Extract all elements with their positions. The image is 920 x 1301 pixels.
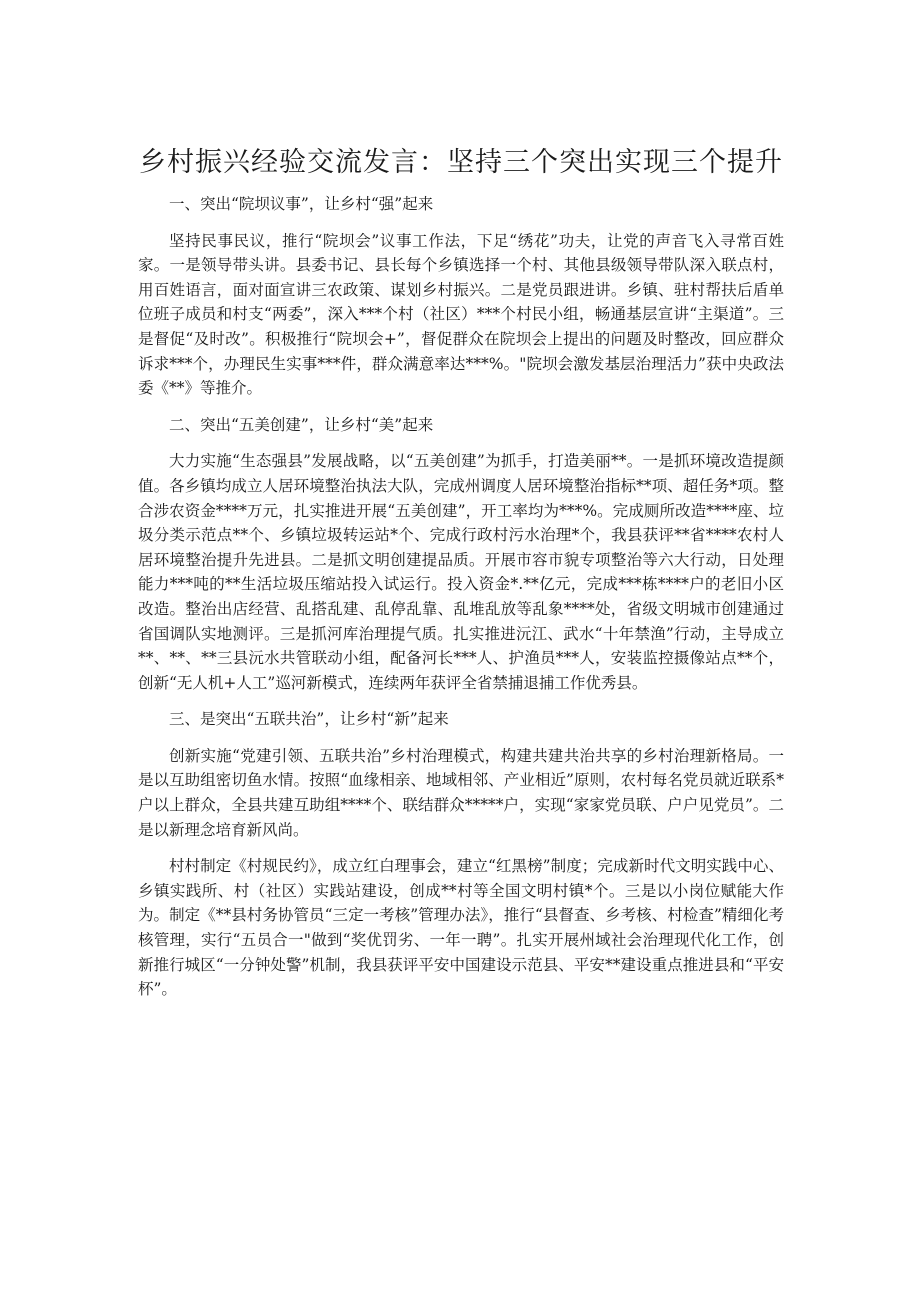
section-3-paragraph-2: 村村制定《村规民约》，成立红白理事会，建立“红黑榜”制度；完成新时代文明实践中心、乡镇实践所、村（社区）实践站建设，创成**村等全国文明村镇*个。三是以小岗位赋能大作为。制定《**县村务协管员“三定一考核”管理办法》，推行“县督查、乡考核、村检查”精细化考核管理，实行“五员合一"做到“奖优罚劣、一年一聘”。扎实开展州域社会治理现代化工作，创新推行城区“一分钟处警”机制，我县获评平安中国建设示范县、平安**建设重点推进县和“平安杯”。	[138, 857, 784, 999]
section-heading-3: 三、是突出“五联共治”，让乡村“新”起来	[169, 710, 449, 729]
document-title: 乡村振兴经验交流发言：坚持三个突出实现三个提升	[139, 147, 783, 178]
section-heading-2: 二、突出“五美创建”，让乡村“美”起来	[169, 415, 434, 434]
section-2-paragraph-1: 大力实施“生态强县”发展战略，以“五美创建”为抓手，打造美丽**。一是抓环境改造提颜值。各乡镇均成立人居环境整治执法大队，完成州调度人居环境整治指标**项、超任务*项。整合涉农资金****万元，扎实推进开展“五美创建”，开工率均为***%。完成厕所改造****座、垃圾分类示范点**个、乡镇垃圾转运站*个、完成行政村污水治理*个，我县获评**省****农村人居环境整治提升先进县。二是抓文明创建提品质。开展市容市貌专项整治等六大行动，日处理能力***吨的**生活垃圾压缩站投入试运行。投入资金*.**亿元，完成***栋****户的老旧小区改造。整治出店经营、乱搭乱建、乱停乱靠、乱堆乱放等乱象****处，省级文明城市创建通过省国调队实地测评。三是抓河库治理提气质。扎实推进沅江、武水“十年禁渔”行动，主导成立**、**、**三县沅水共管联动小组，配备河长***人、护渔员***人，安装监控摄像站点**个，创新“无人机+人工”巡河新模式，连续两年获评全省禁捕退捕工作优秀县。	[138, 452, 784, 692]
section-heading-1: 一、突出“院坝议事”，让乡村“强”起来	[169, 195, 434, 213]
section-3-paragraph-1: 创新实施“党建引领、五联共治”乡村治理模式，构建共建共治共享的乡村治理新格局。一是以互助组密切鱼水情。按照“血缘相亲、地域相邻、产业相近”原则，农村每名党员就近联系*户以上群众，全县共建互助组****个、联结群众*****户，实现“家家党员联、户户见党员”。二是以新理念培育新风尚。	[138, 746, 784, 839]
section-1-paragraph-1: 坚持民事民议，推行“院坝会”议事工作法，下足“绣花”功夫，让党的声音飞入寻常百姓家。一是领导带头讲。县委书记、县长每个乡镇选择一个村、其他县级领导带队深入联点村，用百姓语言，面对面宣讲三农政策、谋划乡村振兴。二是党员跟进讲。乡镇、驻村帮扶后盾单位班子成员和村支“两委”，深入***个村（社区）***个村民小组，畅通基层宣讲“主渠道”。三是督促“及时改”。积极推行“院坝会+”，督促群众在院坝会上提出的问题及时整改，回应群众诉求***个，办理民生实事***件，群众满意率达***%。"院坝会激发基层治理活力”获中央政法委《**》等推介。	[138, 231, 784, 398]
document-page	[138, 140, 784, 1002]
